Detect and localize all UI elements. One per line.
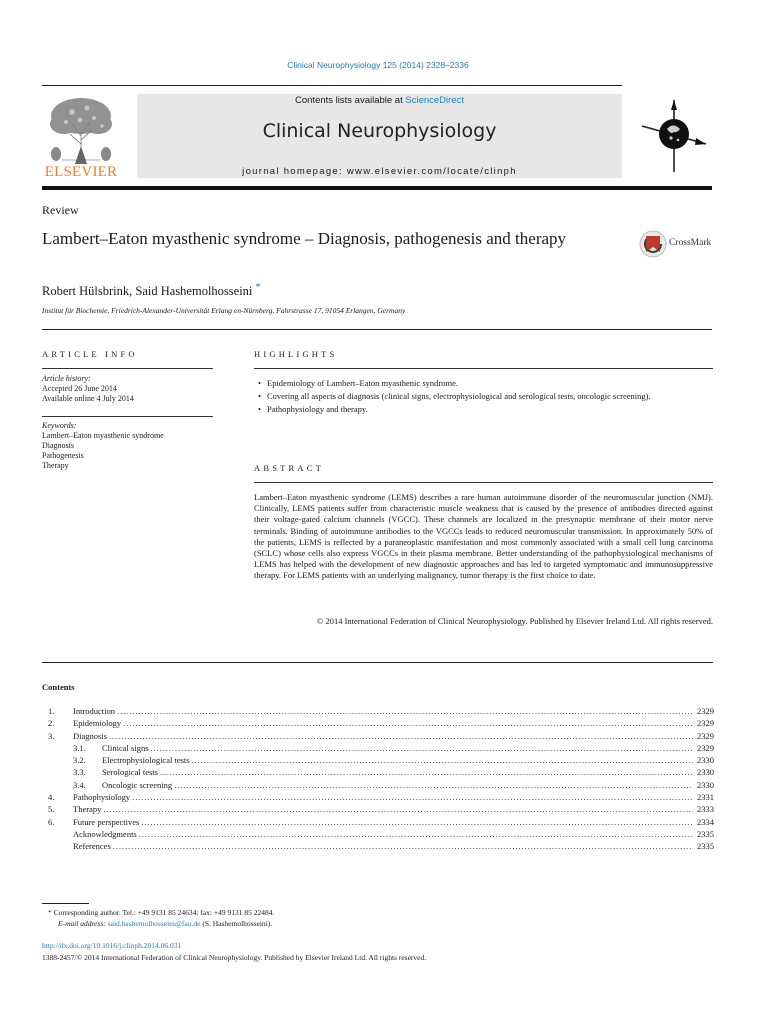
toc-entry-label: References <box>73 841 111 852</box>
highlight-text: Pathophysiology and therapy. <box>267 404 368 414</box>
toc-entry-label: Epidemiology <box>73 718 122 729</box>
toc-entry-label: Introduction <box>73 706 116 716</box>
toc-entry-label: Oncologic screening <box>102 779 173 790</box>
keywords-rule <box>42 416 213 417</box>
toc-entry-page: 2329 <box>697 742 714 753</box>
footnote-rule <box>42 903 89 904</box>
highlight-item <box>254 377 713 389</box>
toc-dot-leader <box>139 828 693 840</box>
keyword-item: Diagnosis <box>42 441 74 450</box>
journal-homepage[interactable]: journal homepage: www.elsevier.com/locate/clinph <box>242 166 517 177</box>
toc-dot-leader <box>192 754 693 766</box>
keywords-label: Keywords: <box>42 421 77 430</box>
abstract-bottom-rule <box>42 662 713 663</box>
toc-entry-page: 2331 <box>697 792 714 803</box>
history-label: Article history: <box>42 374 91 383</box>
toc-entry[interactable] <box>48 779 714 791</box>
toc-entry-number: 2. <box>48 718 55 729</box>
journal-title: Clinical Neurophysiology <box>262 120 497 142</box>
toc-entry-number: 3.3. <box>73 767 86 778</box>
toc-entry-page: 2329 <box>697 718 714 729</box>
elsevier-tree-logo-icon <box>42 94 120 166</box>
keyword-item: Therapy <box>42 461 69 470</box>
highlight-item <box>254 390 713 402</box>
article-info-heading: ARTICLE INFO <box>42 349 138 359</box>
toc-entry-label: Serological tests <box>102 767 158 778</box>
contents-available-line <box>137 95 622 106</box>
keyword-item: Pathogenesis <box>42 451 84 460</box>
email-link[interactable]: said.hashemolhosseini@fau.de <box>107 919 201 928</box>
doi-link[interactable]: http://dx.doi.org/10.1016/j.clinph.2014.06.031 <box>42 941 182 950</box>
sciencedirect-link[interactable]: ScienceDirect <box>405 95 464 106</box>
toc-entry-page: 2330 <box>697 755 714 766</box>
contents-available-text: Contents lists available at <box>295 95 406 106</box>
toc-entry[interactable] <box>48 840 714 852</box>
toc-entry-label: Pathophysiology <box>73 792 131 803</box>
toc-entry[interactable] <box>48 828 714 840</box>
bullet-icon: • <box>258 391 261 401</box>
email-label: E-mail address: <box>58 919 108 928</box>
toc-entry-page: 2335 <box>697 828 714 839</box>
toc-entry-number: 3.4. <box>73 779 86 790</box>
toc-dot-leader <box>109 730 693 742</box>
toc-dot-leader <box>141 816 693 828</box>
author-list <box>42 282 261 299</box>
highlights-heading: HIGHLIGHTS <box>254 349 338 359</box>
toc-entry[interactable] <box>48 816 714 828</box>
toc-entry-label: Acknowledgments <box>73 828 137 839</box>
abstract-rule <box>254 482 713 483</box>
journal-emblem-icon <box>634 96 714 176</box>
article-history <box>42 374 213 404</box>
corresponding-author-footnote: * Corresponding author. Tel.: +49 9131 85 24634; fax: +49 9131 85 22484. <box>48 908 275 917</box>
issn-copyright: 1388-2457/© 2014 International Federation of Clinical Neurophysiology. Published by Elsevier Ireland Ltd. All rights reserved. <box>42 953 427 962</box>
bullet-icon: • <box>258 404 261 414</box>
toc-entry[interactable] <box>48 791 714 803</box>
highlight-item <box>254 403 713 415</box>
abstract-body: Lambert–Eaton myasthenic syndrome (LEMS) describes a rare human autoimmune disorder of the neuromuscular junction (NMJ). Clinically, LEMS patients suffer from characteristic muscle weakness that is caused by the presence of antibodies directed against their voltage-gated calcium channels (VGCC). These channels are localized in the presynaptic membrane of their motor nerve terminals. Binding of autoimmune antibodies to the VGCCs leads to reduced neuromuscular transmission. In approximately 50% of the patients, LEMS is reflected by a paraneoplastic manifestation and most commonly associated with a small cell lung carcinoma (SCLC) whose cells also express VGCCs in their plasma membrane. Better understanding of the pathophysiological mechanisms of LEMS has helped with the development of new diagnostic approaches and has led to targeted symptomatic and immunosuppressive therapy. For LEMS patients with an underlying malignancy, tumor therapy is the first choice to date. <box>254 492 713 581</box>
toc-entry[interactable] <box>48 766 714 778</box>
toc-dot-leader <box>132 791 693 803</box>
article-type: Review <box>42 203 79 217</box>
highlight-text: Covering all aspects of diagnosis (clinical signs, electrophysiological and serological tests, oncologic screening). <box>267 391 651 401</box>
toc-entry-number: 3. <box>48 730 55 741</box>
keyword-item: Lambert–Eaton myasthenic syndrome <box>42 431 164 440</box>
email-suffix: (S. Hashemolhosseini). <box>200 919 273 928</box>
toc-dot-leader <box>113 840 693 852</box>
toc-entry-label: Electrophysiological tests <box>102 755 190 766</box>
journal-reference[interactable]: Clinical Neurophysiology 125 (2014) 2328–2336 <box>287 60 469 70</box>
toc-entry[interactable] <box>48 705 714 717</box>
affiliation-rule <box>42 329 712 330</box>
toc-entry-page: 2330 <box>697 767 714 778</box>
toc-entry-label: Diagnosis <box>73 730 107 741</box>
toc-entry-label: Clinical signs <box>102 742 149 753</box>
toc-entry[interactable] <box>48 742 714 754</box>
toc-entry-page: 2329 <box>697 730 714 741</box>
article-title: Lambert–Eaton myasthenic syndrome – Diagnosis, pathogenesis and therapy <box>42 229 567 248</box>
crossmark-badge[interactable] <box>639 230 719 260</box>
contents-heading: Contents <box>42 682 75 692</box>
toc-dot-leader <box>174 779 693 791</box>
toc-entry-number: 5. <box>48 804 55 815</box>
history-online: Available online 4 July 2014 <box>42 394 134 403</box>
toc-entry-number: 1. <box>48 706 55 716</box>
crossmark-label: CrossMark <box>669 238 712 248</box>
toc-dot-leader <box>151 742 693 754</box>
table-of-contents <box>48 705 714 853</box>
toc-entry-page: 2329 <box>697 706 714 716</box>
toc-entry-number: 6. <box>48 816 55 827</box>
toc-entry-label: Future perspectives <box>73 816 140 827</box>
toc-entry[interactable] <box>48 730 714 742</box>
toc-dot-leader <box>103 803 693 815</box>
toc-entry[interactable] <box>48 803 714 815</box>
affiliation: Institut für Biochemie, Friedrich-Alexander-Universität Erlang en-Nürnberg, Fahrstrasse 17, 91054 Erlangen, Germany <box>42 306 406 315</box>
toc-entry-page: 2334 <box>697 816 714 827</box>
elsevier-wordmark: ELSEVIER <box>44 164 118 180</box>
highlights-rule <box>254 368 713 369</box>
toc-entry[interactable] <box>48 754 714 766</box>
toc-entry-number: 3.1. <box>73 742 86 753</box>
article-info-rule <box>42 368 213 369</box>
history-accepted: Accepted 26 June 2014 <box>42 384 117 393</box>
toc-entry[interactable] <box>48 717 714 729</box>
toc-entry-number: 3.2. <box>73 755 86 766</box>
abstract-copyright: © 2014 International Federation of Clinical Neurophysiology. Published by Elsevier Ireland Ltd. All rights reserved. <box>316 616 713 626</box>
highlights-list <box>254 377 713 416</box>
toc-dot-leader <box>123 717 693 729</box>
abstract-heading: ABSTRACT <box>254 463 324 473</box>
toc-dot-leader <box>117 705 693 717</box>
corresponding-author-mark[interactable]: * <box>255 282 261 293</box>
highlight-text: Epidemiology of Lambert–Eaton myasthenic syndrome. <box>267 378 458 388</box>
keywords <box>42 421 213 471</box>
toc-entry-number: 4. <box>48 792 55 803</box>
top-rule <box>42 85 622 86</box>
header-thick-rule <box>42 186 712 190</box>
email-footnote <box>58 918 272 929</box>
toc-dot-leader <box>160 766 693 778</box>
toc-entry-page: 2335 <box>697 841 714 852</box>
toc-entry-page: 2330 <box>697 779 714 790</box>
toc-entry-page: 2333 <box>697 804 714 815</box>
bullet-icon: • <box>258 378 261 388</box>
authors-text: Robert Hülsbrink, Said Hashemolhosseini <box>42 284 253 299</box>
toc-entry-label: Therapy <box>73 804 102 815</box>
